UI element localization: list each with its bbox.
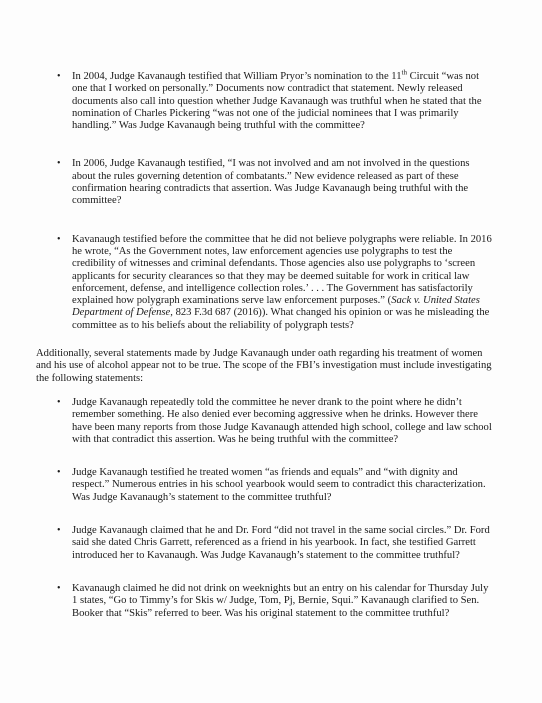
bullet-icon: • [57, 233, 61, 245]
bullet-icon: • [57, 397, 61, 408]
bullet-icon: • [57, 71, 61, 82]
ordinal-suffix: th [401, 68, 407, 77]
list-item-text: In 2006, Judge Kavanaugh testified, “I was not involved and am not involved in the questions about the rules governing detention of combatants.” New evidence released as part of these confirmation hearing contradicts that assertion. Was Judge Kavanaugh being truthful with the committee? [72, 158, 470, 207]
case-citation: Sack v. United States Department of Defense [72, 295, 480, 319]
list-item [57, 68, 492, 132]
list-item [57, 582, 492, 620]
bullet-icon: • [57, 582, 61, 594]
bullet-list-top [57, 68, 492, 332]
list-item-text: Judge Kavanaugh claimed that he and Dr. Ford “did not travel in the same social circles.” Dr. Ford said she dated Chris Garrett, referenced as a friend in his yearbook. In fact, she testified Garrett introduced her to Kavanaugh. Was Judge Kavanaugh’s statement to the committee truthful? [72, 525, 490, 561]
list-item-text: In 2004, Judge Kavanaugh testified that William Pryor’s nomination to the 11 [72, 71, 402, 82]
bullet-list-bottom [57, 397, 492, 620]
list-item-text: , 823 F.3d 687 (2016)). What changed his opinion or was he misleading the committee as to his beliefs about the reliability of polygraph tests? [72, 307, 490, 331]
bullet-icon: • [57, 525, 61, 537]
bullet-icon: • [57, 467, 61, 479]
list-item [57, 467, 492, 504]
list-item [57, 525, 492, 562]
list-item [57, 158, 492, 207]
list-item-text: Kavanaugh testified before the committee that he did not believe polygraphs were reliable. In 2016 he wrote, “As the Government notes, law enforcement agencies use polygraphs to test the credibility of witnesses and criminal defendants. Those agencies also use polygraphs to ‘screen applicants for security clearances so that they may be deemed suitable for work in critical law enforcement, defense, and intelligence collection roles.’ . . . The Government has satisfactorily explained how polygraph examinations serve law enforcement purposes.” ( [72, 233, 492, 307]
body-paragraph: Additionally, several statements made by Judge Kavanaugh under oath regarding his treatment of women and his use of alcohol appear not to be true. The scope of the FBI’s investigation must include investigating the following statements: [36, 348, 492, 384]
list-item [57, 233, 492, 332]
list-item-text: Kavanaugh claimed he did not drink on weeknights but an entry on his calendar for Thursday July 1 states, “Go to Timmy’s for Skis w/ Judge, Tom, Pj, Bernie, Squi.” Kavanaugh clarified to Sen. Booker that “Skis” referred to beer. Was his original statement to the committee truthful? [72, 582, 489, 619]
list-item-text: Circuit “was not one that I worked on personally.” Documents now contradict that statement. Newly released documents also call into question whether Judge Kavanaugh was truthful when he stated that the nomination of Charles Pickering “was not one of the judicial nominees that I was primarily handling.” Was Judge Kavanaugh being truthful with the committee? [72, 71, 482, 132]
list-item-text: Judge Kavanaugh repeatedly told the committee he never drank to the point where he didn’t remember something. He also denied ever becoming aggressive when he drinks. However there have been many reports from those Judge Kavanaugh attended high school, college and law school with that contradict this assertion. Was he being truthful with the committee? [72, 397, 492, 445]
bullet-icon: • [57, 158, 61, 170]
list-item [57, 397, 492, 446]
list-item-text: Judge Kavanaugh testified he treated women “as friends and equals” and “with dignity and respect.” Numerous entries in his school yearbook would seem to contradict this characterization. Was Judge Kavanaugh’s statement to the committee truthful? [72, 467, 486, 503]
